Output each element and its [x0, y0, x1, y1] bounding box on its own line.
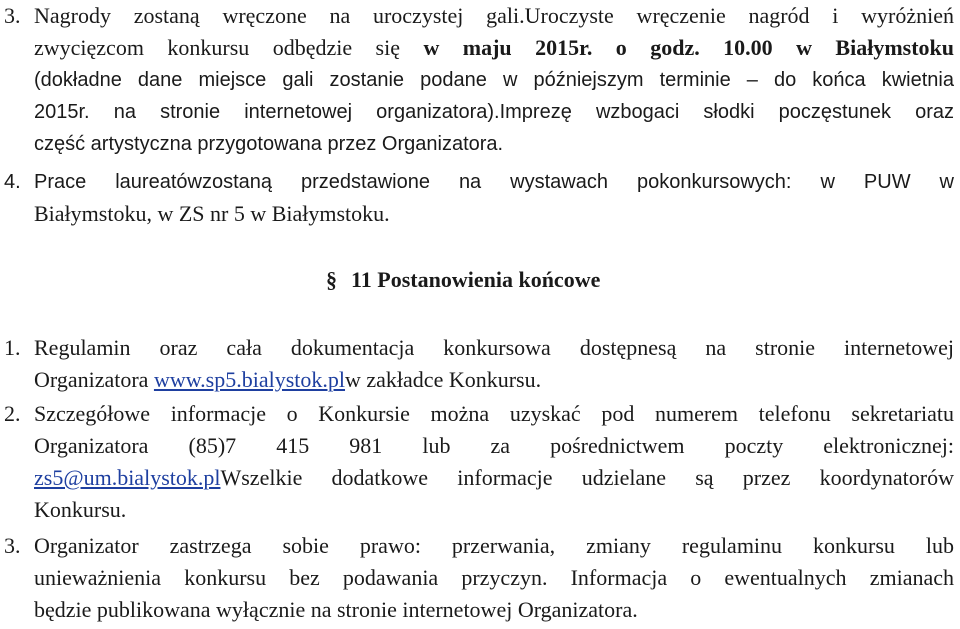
- text-line: Organizatora (85)7 415 981 lub za pośrednictwem poczty elektronicznej:: [34, 433, 954, 458]
- text-span: Nagrody zostaną wręczone na uroczystej gali.: [34, 3, 525, 28]
- text-span: Imprezę wzbogaci słodki poczęstunek oraz: [499, 101, 954, 123]
- text-line: Konkursu.: [34, 497, 127, 522]
- item-number-3: 3.: [4, 533, 21, 558]
- item-number-3: 3.: [4, 3, 21, 28]
- item-number-1: 1.: [4, 335, 21, 360]
- text-line: będzie publikowana wyłącznie na stronie internetowej Organizatora.: [34, 597, 638, 622]
- text-line: (dokładne dane miejsce gali zostanie podane w późniejszym terminie – do końca kwietnia: [34, 69, 954, 91]
- text-line: Białymstoku, w ZS nr 5 w Białymstoku.: [34, 201, 390, 226]
- text-line: [34, 364, 954, 396]
- email-link[interactable]: zs5@um.bialystok.pl: [34, 465, 221, 490]
- text-line: [34, 462, 954, 494]
- section-heading-text: 11 Postanowienia końcowe: [351, 267, 601, 292]
- text-span: zwycięzcom konkursu odbędzie się: [34, 35, 424, 60]
- text-line: [34, 96, 954, 128]
- text-line: [34, 32, 954, 64]
- item-number-4: 4.: [4, 171, 21, 193]
- text-line: Regulamin oraz cała dokumentacja konkursowa dostępnesą na stronie internetowej: [34, 335, 954, 360]
- website-link[interactable]: www.sp5.bialystok.pl: [153, 367, 346, 392]
- section-heading: [326, 264, 600, 296]
- text-line: [34, 0, 954, 32]
- text-span: Organizatora: [34, 367, 154, 392]
- text-span: 2015r. na stronie internetowej organizatora).: [34, 101, 500, 123]
- text-span: Uroczyste wręczenie nagród i wyróżnień: [524, 3, 955, 28]
- section-mark: §: [326, 267, 337, 292]
- bold-date-span: w maju 2015r. o godz. 10.00 w Białymstoku: [423, 35, 955, 60]
- text-line: Szczegółowe informacje o Konkursie można uzyskać pod numerem telefonu sekretariatu: [34, 401, 954, 426]
- text-line: Prace laureatówzostaną przedstawione na wystawach pokonkursowych: w PUW w: [34, 171, 954, 193]
- text-span: Wszelkie dodatkowe informacje udzielane są przez koordynatorów: [220, 465, 954, 490]
- text-line: część artystyczna przygotowana przez Organizatora.: [34, 133, 504, 155]
- item-number-2: 2.: [4, 401, 21, 426]
- text-line: unieważnienia konkursu bez podawania przyczyn. Informacja o ewentualnych zmianach: [34, 565, 954, 590]
- text-span: w zakładce Konkursu.: [345, 367, 542, 392]
- text-line: Organizator zastrzega sobie prawo: przerwania, zmiany regulaminu konkursu lub: [34, 533, 954, 558]
